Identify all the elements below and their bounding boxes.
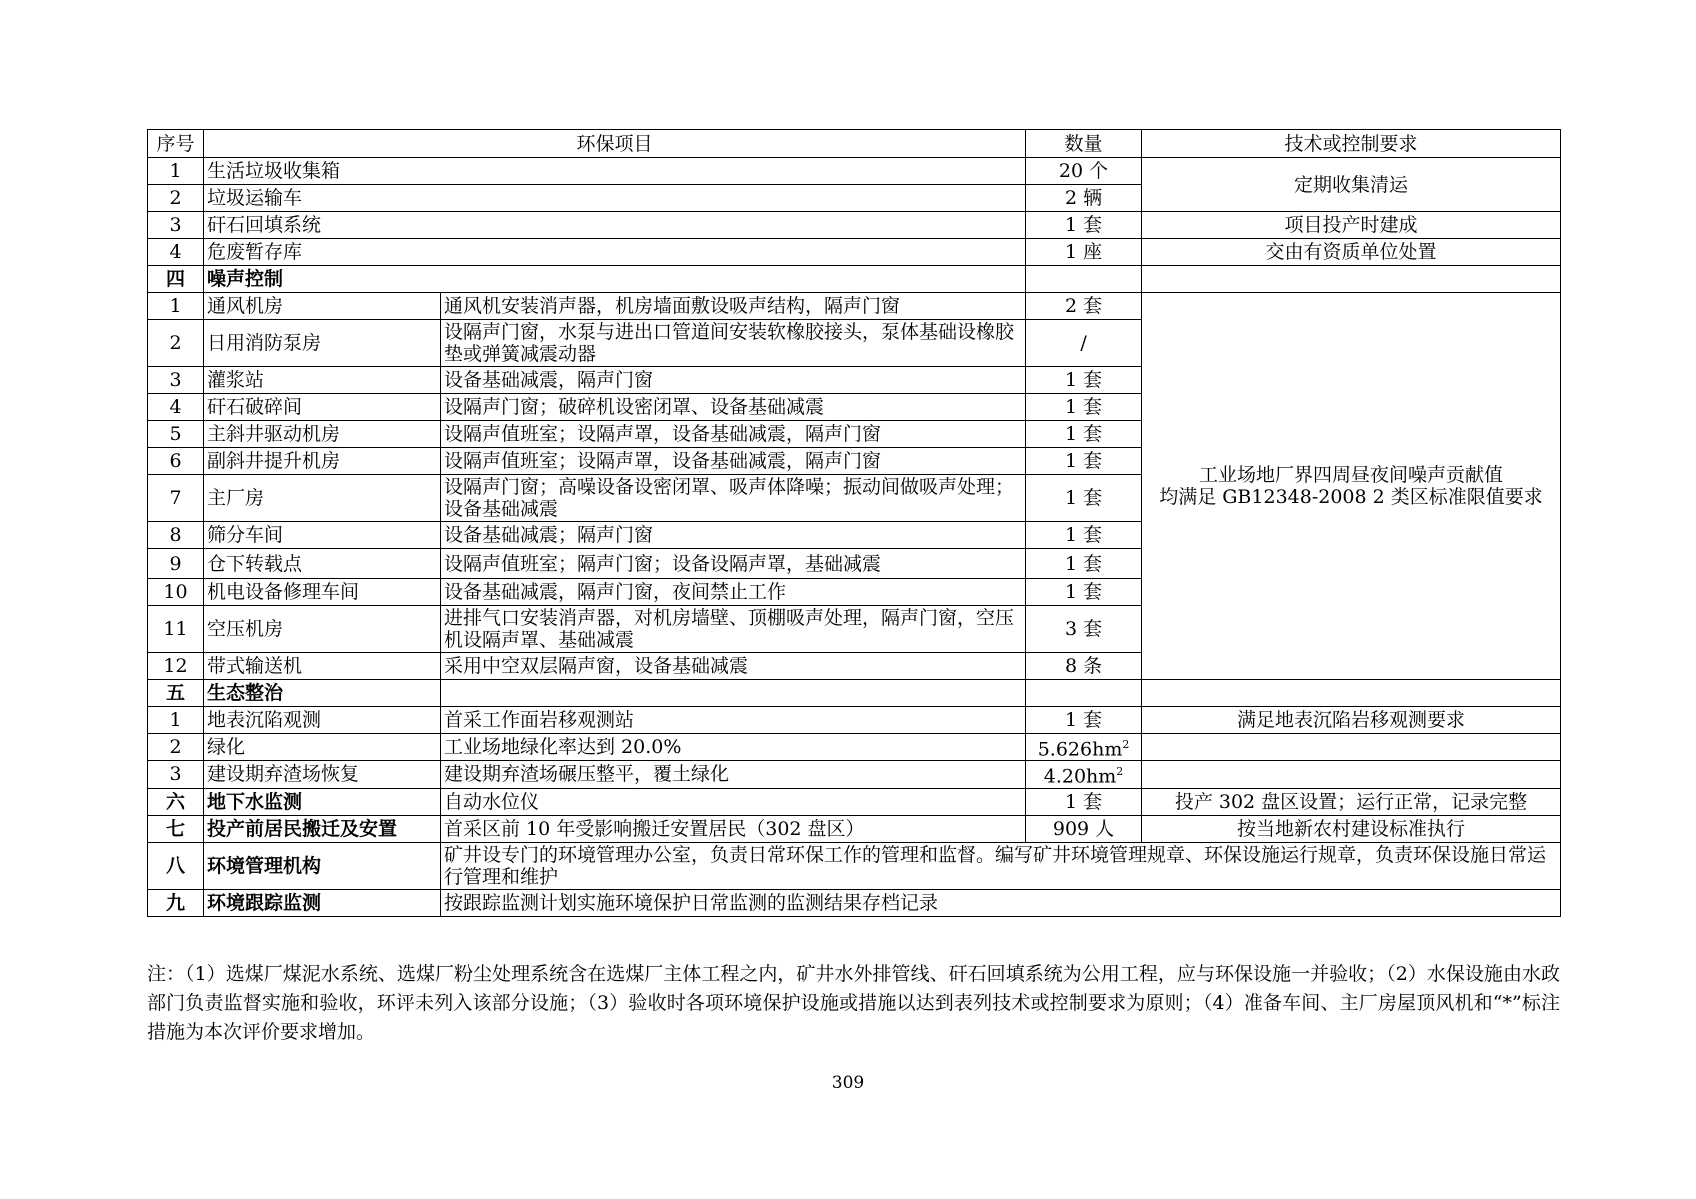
row-qty: / [1026, 320, 1142, 367]
empty-cell [1142, 680, 1561, 707]
row-measure: 设备基础减震，隔声门窗 [441, 367, 1026, 394]
qty-unit-superscript: 2 [1122, 738, 1130, 751]
section-seq: 五 [148, 680, 204, 707]
row-measure: 设隔声值班室；设隔声罩，设备基础减震，隔声门窗 [441, 421, 1026, 448]
row-measure: 采用中空双层隔声窗，设备基础减震 [441, 653, 1026, 680]
row-seq: 1 [148, 158, 204, 185]
row-seq: 4 [148, 394, 204, 421]
noise-requirement [1142, 293, 1561, 680]
table-row [148, 293, 1561, 320]
row-seq: 2 [148, 734, 204, 761]
row-qty: 2 套 [1026, 293, 1142, 320]
row-qty [1026, 734, 1142, 761]
row-qty: 8 条 [1026, 653, 1142, 680]
section-title: 生态整治 [204, 680, 441, 707]
row-qty: 1 套 [1026, 421, 1142, 448]
row-name: 机电设备修理车间 [204, 579, 441, 606]
row-seq: 8 [148, 522, 204, 549]
row-name: 绿化 [204, 734, 441, 761]
row-qty: 1 座 [1026, 239, 1142, 266]
row-name: 垃圾运输车 [204, 185, 1026, 212]
empty-cell [1142, 266, 1561, 293]
empty-cell [1026, 266, 1142, 293]
row-seq: 4 [148, 239, 204, 266]
row-req: 满足地表沉陷岩移观测要求 [1142, 707, 1561, 734]
row-seq: 7 [148, 475, 204, 522]
section-row [148, 815, 1561, 842]
row-measure: 设隔声值班室；隔声门窗；设备设隔声罩，基础减震 [441, 549, 1026, 579]
row-qty: 1 套 [1026, 549, 1142, 579]
row-qty: 909 人 [1026, 815, 1142, 842]
row-measure: 设隔声门窗；高噪设备设密闭罩、吸声体降噪；振动间做吸声处理；设备基础减震 [441, 475, 1026, 522]
row-qty: 20 个 [1026, 158, 1142, 185]
row-measure: 设备基础减震；隔声门窗 [441, 522, 1026, 549]
row-name: 副斜井提升机房 [204, 448, 441, 475]
row-qty: 1 套 [1026, 579, 1142, 606]
row-name: 主厂房 [204, 475, 441, 522]
row-name: 危废暂存库 [204, 239, 1026, 266]
section-row [148, 680, 1561, 707]
row-qty: 1 套 [1026, 212, 1142, 239]
row-measure: 设隔声门窗；破碎机设密闭罩、设备基础减震 [441, 394, 1026, 421]
row-name: 通风机房 [204, 293, 441, 320]
section-row [148, 842, 1561, 889]
row-req: 投产 302 盘区设置；运行正常，记录完整 [1142, 788, 1561, 815]
row-measure: 工业场地绿化率达到 20.0% [441, 734, 1026, 761]
row-seq: 1 [148, 293, 204, 320]
section-title: 投产前居民搬迁及安置 [204, 815, 441, 842]
empty-cell [441, 680, 1026, 707]
row-seq: 1 [148, 707, 204, 734]
table-header-row [148, 130, 1561, 158]
environmental-measures-table [147, 129, 1561, 917]
row-name: 筛分车间 [204, 522, 441, 549]
noise-req-line1: 工业场地厂界四周昼夜间噪声贡献值 [1199, 464, 1504, 486]
empty-cell [1026, 680, 1142, 707]
row-qty: 1 套 [1026, 475, 1142, 522]
section-row [148, 266, 1561, 293]
table-row [148, 761, 1561, 788]
section-seq: 九 [148, 889, 204, 916]
row-seq: 9 [148, 549, 204, 579]
row-qty: 1 套 [1026, 522, 1142, 549]
section-seq: 八 [148, 842, 204, 889]
section-title: 噪声控制 [204, 266, 1026, 293]
row-name: 灌浆站 [204, 367, 441, 394]
row-name: 矸石回填系统 [204, 212, 1026, 239]
row-req [1142, 761, 1561, 788]
row-qty: 1 套 [1026, 367, 1142, 394]
row-name: 主斜井驱动机房 [204, 421, 441, 448]
row-seq: 11 [148, 606, 204, 653]
header-qty: 数量 [1026, 130, 1142, 158]
row-measure: 设隔声值班室；设隔声罩，设备基础减震，隔声门窗 [441, 448, 1026, 475]
row-seq: 3 [148, 212, 204, 239]
row-measure: 首采工作面岩移观测站 [441, 707, 1026, 734]
row-measure: 通风机安装消声器，机房墙面敷设吸声结构，隔声门窗 [441, 293, 1026, 320]
row-measure: 设备基础减震，隔声门窗，夜间禁止工作 [441, 579, 1026, 606]
qty-value: 5.626hm [1037, 738, 1123, 761]
section-title: 地下水监测 [204, 788, 441, 815]
row-name: 地表沉陷观测 [204, 707, 441, 734]
row-seq: 2 [148, 320, 204, 367]
row-seq: 6 [148, 448, 204, 475]
row-seq: 12 [148, 653, 204, 680]
row-name: 空压机房 [204, 606, 441, 653]
row-measure: 自动水位仪 [441, 788, 1026, 815]
row-measure: 首采区前 10 年受影响搬迁安置居民（302 盘区） [441, 815, 1026, 842]
section-title: 环境管理机构 [204, 842, 441, 889]
row-req [1142, 734, 1561, 761]
header-item: 环保项目 [204, 130, 1026, 158]
row-measure: 矿井设专门的环境管理办公室，负责日常环保工作的管理和监督。编写矿井环境管理规章、环保设施运行规章，负责环保设施日常运行管理和维护 [441, 842, 1561, 889]
row-seq: 3 [148, 761, 204, 788]
row-name: 日用消防泵房 [204, 320, 441, 367]
row-measure: 进排气口安装消声器，对机房墙壁、顶棚吸声处理，隔声门窗，空压机设隔声罩、基础减震 [441, 606, 1026, 653]
row-measure: 建设期弃渣场碾压整平，覆土绿化 [441, 761, 1026, 788]
row-name: 仓下转载点 [204, 549, 441, 579]
noise-req-line2: 均满足 GB12348-2008 2 类区标准限值要求 [1159, 486, 1543, 508]
row-qty: 3 套 [1026, 606, 1142, 653]
row-qty: 1 套 [1026, 707, 1142, 734]
page-number: 309 [831, 1073, 865, 1093]
row-req: 定期收集清运 [1142, 158, 1561, 212]
row-qty: 1 套 [1026, 448, 1142, 475]
row-seq: 10 [148, 579, 204, 606]
section-seq: 七 [148, 815, 204, 842]
row-measure: 按跟踪监测计划实施环境保护日常监测的监测结果存档记录 [441, 889, 1561, 916]
row-req: 交由有资质单位处置 [1142, 239, 1561, 266]
row-req: 按当地新农村建设标准执行 [1142, 815, 1561, 842]
table-row [148, 734, 1561, 761]
header-seq: 序号 [148, 130, 204, 158]
section-title: 环境跟踪监测 [204, 889, 441, 916]
qty-value: 4.20hm [1043, 765, 1117, 788]
row-seq: 5 [148, 421, 204, 448]
table-row [148, 158, 1561, 185]
table-row [148, 239, 1561, 266]
row-qty [1026, 761, 1142, 788]
row-measure: 设隔声门窗，水泵与进出口管道间安装软橡胶接头，泵体基础设橡胶垫或弹簧减震动器 [441, 320, 1026, 367]
row-seq: 3 [148, 367, 204, 394]
row-name: 矸石破碎间 [204, 394, 441, 421]
section-seq: 六 [148, 788, 204, 815]
row-req: 项目投产时建成 [1142, 212, 1561, 239]
row-qty: 1 套 [1026, 394, 1142, 421]
section-row [148, 889, 1561, 916]
section-row [148, 788, 1561, 815]
row-name: 带式输送机 [204, 653, 441, 680]
table-row [148, 212, 1561, 239]
row-qty: 1 套 [1026, 788, 1142, 815]
row-qty: 2 辆 [1026, 185, 1142, 212]
row-seq: 2 [148, 185, 204, 212]
row-name: 生活垃圾收集箱 [204, 158, 1026, 185]
table-row [148, 707, 1561, 734]
section-seq: 四 [148, 266, 204, 293]
table-footnote: 注：（1）选煤厂煤泥水系统、选煤厂粉尘处理系统含在选煤厂主体工程之内，矿井水外排管线、矸石回填系统为公用工程，应与环保设施一并验收；（2）水保设施由水政部门负责监督实施和验收，环评未列入该部分设施；（3）验收时各项环境保护设施或措施以达到表列技术或控制要求为原则；（4）准备车间、主厂房屋顶风机和“*”标注措施为本次评价要求增加。 [147, 963, 1560, 1043]
row-name: 建设期弃渣场恢复 [204, 761, 441, 788]
header-req: 技术或控制要求 [1142, 130, 1561, 158]
qty-unit-superscript: 2 [1116, 765, 1124, 779]
